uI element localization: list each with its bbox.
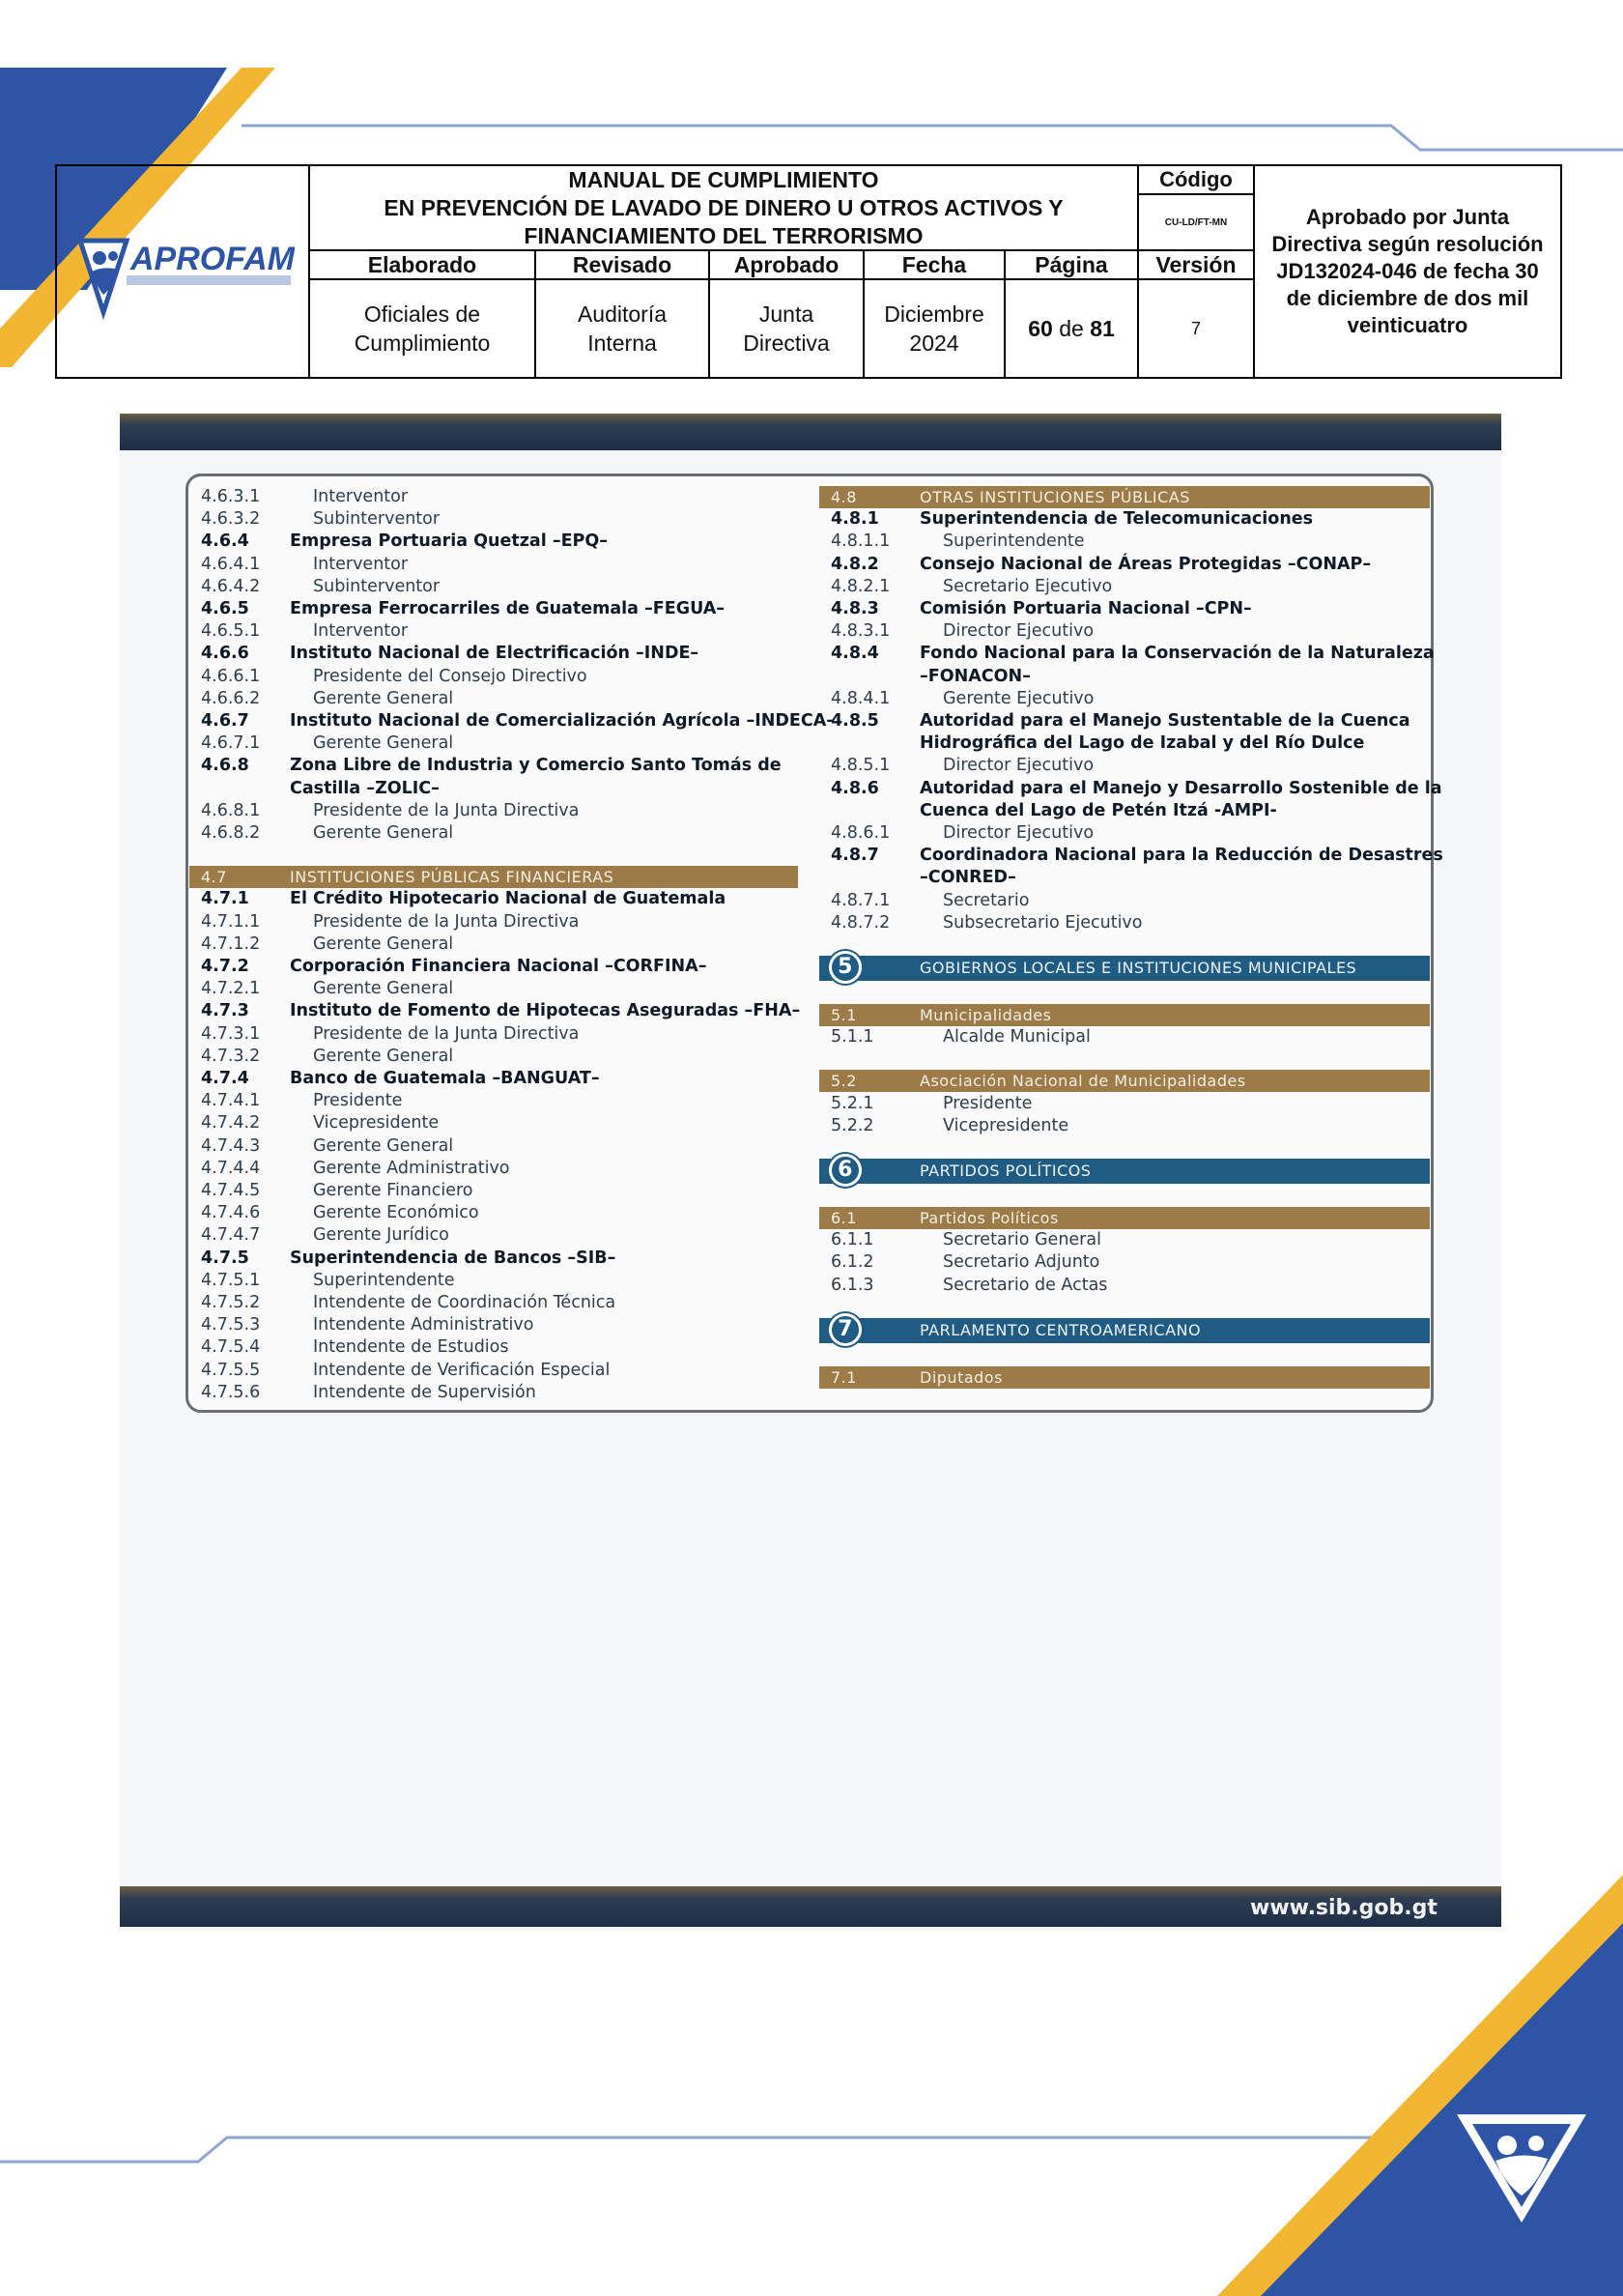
item-number: 4.8.2: [831, 554, 879, 574]
list-item: [819, 845, 1443, 867]
revisado-value: Auditoría Interna: [536, 280, 710, 377]
page-current: 60: [1028, 316, 1053, 341]
list-item: [189, 778, 798, 800]
list-item: [189, 956, 798, 978]
list-item: [819, 755, 1430, 777]
item-number: 4.8.5.1: [831, 756, 891, 776]
item-text: Gerente Ejecutivo: [943, 688, 1095, 708]
codigo-value: CU-LD/FT-MN: [1139, 195, 1255, 251]
aprofam-logo-icon: [71, 223, 295, 320]
item-text: Gerente General: [313, 1046, 454, 1066]
version-label: Versión: [1139, 251, 1255, 280]
list-item: [819, 1275, 1430, 1297]
list-item: [189, 576, 798, 598]
item-text: Asociación Nacional de Municipalidades: [920, 1072, 1246, 1091]
list-item: [189, 1292, 798, 1314]
list-item: [189, 710, 835, 732]
item-text: Secretario General: [943, 1230, 1101, 1250]
list-item: [189, 1270, 798, 1292]
list-item: [189, 1158, 798, 1180]
list-item: [189, 1068, 798, 1090]
item-number: 4.7.4.7: [201, 1225, 261, 1246]
item-number: 4.7.2: [201, 957, 249, 976]
item-number: 4.7.4.3: [201, 1135, 261, 1156]
list-item: [189, 888, 798, 910]
item-number: 4.8.7.1: [831, 890, 891, 910]
list-item: [819, 732, 1430, 755]
item-text: Interventor: [313, 487, 409, 506]
list-item: [189, 1023, 798, 1046]
item-text: Vicepresidente: [943, 1115, 1069, 1135]
list-item: [819, 554, 1430, 576]
document-header-table: [55, 164, 1562, 379]
item-text: –FONACON–: [920, 666, 1031, 686]
item-number: 5.2: [831, 1072, 857, 1091]
item-text: Gerente Financiero: [313, 1181, 473, 1200]
list-item: [189, 1202, 798, 1224]
item-text: Gerente General: [313, 1135, 454, 1156]
item-text: Gerente General: [313, 823, 454, 843]
item-number: 6.1: [831, 1209, 857, 1227]
list-item: [189, 800, 798, 822]
list-item: [189, 1180, 798, 1202]
logo-text: APROFAM: [130, 241, 295, 277]
list-item: [189, 688, 798, 710]
item-text: Empresa Portuaria Quetzal –EPQ–: [290, 531, 608, 552]
item-number: 4.8.6: [831, 778, 879, 798]
list-item: [189, 1360, 798, 1382]
item-number: 4.8.7: [831, 846, 879, 866]
item-number: 4.6.3.1: [201, 487, 261, 506]
list-item: [819, 531, 1430, 553]
item-number: 6.1.3: [831, 1275, 874, 1295]
list-item: [189, 1112, 798, 1134]
item-text: Alcalde Municipal: [943, 1027, 1091, 1048]
item-text: Comisión Portuaria Nacional –CPN–: [920, 599, 1252, 618]
item-number: 4.7.5.3: [201, 1315, 261, 1335]
list-item: [189, 822, 798, 845]
item-text: Presidente de la Junta Directiva: [313, 1023, 580, 1044]
item-number: 4.7.4: [201, 1069, 249, 1088]
fecha-label: Fecha: [865, 251, 1006, 280]
item-number: 4.8.4.1: [831, 688, 891, 708]
item-number: 5.2.2: [831, 1115, 874, 1135]
item-number: 4.6.6.1: [201, 666, 261, 686]
list-item: [189, 1248, 798, 1270]
logo-cell: [57, 166, 310, 377]
item-number: 5.1: [831, 1006, 857, 1024]
item-text: Gerente General: [313, 933, 454, 954]
item-number: 4.6.6: [201, 644, 249, 664]
list-item: [189, 598, 798, 620]
top-band: [120, 414, 1501, 450]
list-item: [189, 1000, 801, 1022]
section-header: [819, 1207, 1430, 1229]
pagina-label: Página: [1006, 251, 1139, 280]
item-text: Intendente de Supervisión: [313, 1382, 536, 1402]
item-number: 4.7.4.2: [201, 1113, 261, 1134]
item-text: Consejo Nacional de Áreas Protegidas –CONAP–: [920, 554, 1372, 574]
title-line-2: EN PREVENCIÓN DE LAVADO DE DINERO U OTROS ACTIVOS Y: [384, 194, 1064, 220]
item-text: Subinterventor: [313, 509, 441, 530]
item-text: Zona Libre de Industria y Comercio Santo Tomás de: [290, 756, 782, 776]
item-number: 4.7.2.1: [201, 979, 261, 999]
item-number: 6.1.1: [831, 1230, 874, 1250]
item-number: 5.2.1: [831, 1093, 874, 1113]
section-number-badge: 6: [829, 1154, 862, 1187]
revisado-label: Revisado: [536, 251, 710, 280]
item-text: OTRAS INSTITUCIONES PÚBLICAS: [920, 488, 1190, 506]
item-text: Banco de Guatemala –BANGUAT–: [290, 1069, 600, 1088]
list-item: [189, 554, 798, 576]
item-text: Superintendencia de Bancos –SIB–: [290, 1248, 616, 1268]
list-item: [819, 912, 1430, 934]
item-number: 4.6.7.1: [201, 733, 261, 754]
item-number: 4.7.5: [201, 1248, 249, 1268]
section-number-badge: 7: [829, 1313, 862, 1346]
item-number: 4.8.3: [831, 599, 879, 618]
item-text: Intendente de Estudios: [313, 1337, 509, 1358]
item-number: 4.6.8.1: [201, 800, 261, 820]
item-text: Presidente: [943, 1093, 1033, 1113]
list-item: [819, 867, 1430, 889]
item-number: 4.7.4.6: [201, 1203, 261, 1223]
item-text: Superintendente: [313, 1270, 455, 1290]
list-item: [189, 1314, 798, 1336]
item-number: 4.8.4: [831, 644, 879, 664]
page-total: 81: [1090, 316, 1115, 341]
item-text: Interventor: [313, 621, 409, 642]
list-item: [819, 1229, 1430, 1251]
item-text: Vicepresidente: [313, 1113, 440, 1134]
list-item: [819, 890, 1430, 912]
item-text: Instituto de Fomento de Hipotecas Aseguradas –FHA–: [290, 1001, 801, 1021]
list-item: [819, 688, 1430, 710]
item-number: 4.7.1.1: [201, 911, 261, 932]
item-text: Presidente de la Junta Directiva: [313, 800, 580, 820]
item-text: Presidente del Consejo Directivo: [313, 666, 587, 686]
item-number: 4.6.4.2: [201, 576, 261, 596]
item-text: Municipalidades: [920, 1006, 1052, 1024]
item-number: 5.1.1: [831, 1027, 874, 1048]
item-number: 4.6.4.1: [201, 554, 261, 574]
section-header: [819, 1318, 1430, 1343]
item-text: Gerente Administrativo: [313, 1158, 510, 1178]
item-number: 4.8.2.1: [831, 576, 891, 596]
list-item: [819, 576, 1430, 598]
item-number: 4.7.4.4: [201, 1158, 261, 1178]
section-header: [189, 866, 798, 888]
list-item: [189, 1046, 798, 1068]
item-number: 4.6.3.2: [201, 509, 261, 530]
section-number-badge: 5: [829, 951, 862, 984]
item-number: 4.6.6.2: [201, 688, 261, 708]
item-text: GOBIERNOS LOCALES E INSTITUCIONES MUNICIPALES: [920, 959, 1357, 977]
item-text: –CONRED–: [920, 868, 1016, 888]
approval-note: Aprobado por Junta Directiva según resolución JD132024-046 de fecha 30 de diciembre de dos mil veinticuatro: [1271, 205, 1544, 337]
elaborado-label: Elaborado: [310, 251, 536, 280]
item-text: El Crédito Hipotecario Nacional de Guatemala: [290, 889, 726, 909]
item-text: Hidrográfica del Lago de Izabal y del Río Dulce: [920, 733, 1365, 754]
title-line-1: MANUAL DE CUMPLIMIENTO: [568, 166, 879, 192]
item-text: Subinterventor: [313, 576, 441, 596]
item-text: Castilla –ZOLIC–: [290, 778, 440, 798]
item-text: Subsecretario Ejecutivo: [943, 912, 1143, 933]
list-item: [189, 1224, 798, 1247]
item-number: 4.7.5.4: [201, 1337, 261, 1358]
list-item: [189, 911, 798, 933]
list-item: [189, 620, 798, 643]
item-number: 4.7.3.1: [201, 1023, 261, 1044]
item-number: 4.8.1.1: [831, 531, 891, 552]
item-number: 4.8.3.1: [831, 621, 891, 642]
version-value: 7: [1139, 280, 1255, 377]
item-number: 4.8.5: [831, 711, 879, 731]
item-text: Gerente Económico: [313, 1203, 479, 1223]
item-number: 4.7.4.1: [201, 1091, 261, 1111]
item-text: Secretario de Actas: [943, 1275, 1108, 1295]
document-title: [310, 166, 1139, 251]
section-header: [819, 1159, 1430, 1184]
section-header: [819, 1366, 1430, 1389]
item-number: 4.7.4.5: [201, 1181, 261, 1200]
aprobado-label: Aprobado: [710, 251, 865, 280]
item-number: 4.7.5.6: [201, 1382, 261, 1402]
list-item: [189, 666, 798, 688]
item-number: 4.6.7: [201, 711, 249, 731]
section-header: [819, 956, 1430, 981]
item-text: Gerente General: [313, 688, 454, 708]
item-text: Autoridad para el Manejo Sustentable de la Cuenca: [920, 711, 1410, 731]
item-number: 4.6.5.1: [201, 621, 261, 642]
item-text: Presidente de la Junta Directiva: [313, 911, 580, 932]
pagina-value: [1006, 280, 1139, 377]
item-text: Director Ejecutivo: [943, 621, 1095, 642]
item-text: Intendente de Coordinación Técnica: [313, 1293, 616, 1312]
item-text: Diputados: [920, 1367, 1003, 1387]
item-text: INSTITUCIONES PÚBLICAS FINANCIERAS: [290, 868, 614, 887]
item-text: Intendente de Verificación Especial: [313, 1360, 611, 1380]
item-number: 4.7.5.2: [201, 1293, 261, 1312]
title-line-3: FINANCIAMIENTO DEL TERRORISMO: [524, 222, 924, 248]
item-number: 4.7.1.2: [201, 933, 261, 954]
section-header: [819, 486, 1430, 508]
list-item: [819, 643, 1435, 665]
item-text: Coordinadora Nacional para la Reducción de Desastres: [920, 846, 1443, 866]
item-text: Gerente General: [313, 733, 454, 754]
list-item: [819, 710, 1430, 732]
item-text: Instituto Nacional de Comercialización Agrícola –INDECA–: [290, 711, 835, 731]
item-text: Superintendente: [943, 531, 1085, 552]
list-item: [819, 1115, 1430, 1137]
elaborado-value: Oficiales de Cumplimiento: [310, 280, 536, 377]
item-number: 4.8: [831, 488, 857, 506]
list-item: [819, 620, 1430, 643]
list-item: [819, 778, 1442, 800]
codigo-label: Código: [1139, 166, 1255, 195]
item-text: Gerente General: [313, 979, 454, 999]
item-number: 4.7.3: [201, 1001, 249, 1021]
item-number: 4.7: [201, 868, 227, 887]
list-item: [189, 643, 798, 665]
item-number: 4.6.5: [201, 599, 249, 618]
item-number: 4.8.1: [831, 509, 879, 530]
item-text: Director Ejecutivo: [943, 823, 1095, 843]
item-text: Gerente Jurídico: [313, 1225, 449, 1246]
item-text: Fondo Nacional para la Conservación de la Naturaleza: [920, 644, 1435, 664]
list-item: [819, 1093, 1430, 1115]
list-item: [189, 933, 798, 956]
item-text: Instituto Nacional de Electrificación –INDE–: [290, 644, 699, 664]
list-item: [189, 1382, 798, 1404]
list-item: [819, 508, 1430, 531]
aprofam-emblem-icon: [1449, 2105, 1594, 2230]
list-item: [819, 666, 1430, 688]
item-text: Presidente: [313, 1091, 403, 1111]
list-item: [189, 978, 798, 1000]
item-text: Partidos Políticos: [920, 1209, 1059, 1227]
item-text: Interventor: [313, 554, 409, 574]
item-text: Director Ejecutivo: [943, 756, 1095, 776]
list-item: [189, 1336, 798, 1359]
list-item: [189, 531, 798, 553]
list-item: [819, 822, 1430, 845]
item-number: 7.1: [831, 1367, 857, 1387]
item-number: 4.7.1: [201, 889, 249, 909]
item-text: Empresa Ferrocarriles de Guatemala –FEGUA–: [290, 599, 726, 618]
item-text: Intendente Administrativo: [313, 1315, 534, 1335]
item-text: Secretario: [943, 890, 1030, 910]
aprobado-value: Junta Directiva: [710, 280, 865, 377]
item-text: PARLAMENTO CENTROAMERICANO: [920, 1320, 1202, 1339]
item-number: 4.6.8.2: [201, 823, 261, 843]
item-number: 4.7.5.5: [201, 1360, 261, 1380]
page-separator: de: [1059, 316, 1084, 341]
item-text: PARTIDOS POLÍTICOS: [920, 1162, 1092, 1180]
item-number: 4.8.7.2: [831, 912, 891, 933]
item-text: Secretario Adjunto: [943, 1252, 1100, 1273]
list-item: [819, 598, 1430, 620]
footer-url: www.sib.gob.gt: [1250, 1896, 1438, 1920]
list-item: [189, 1090, 798, 1112]
list-item: [819, 1026, 1430, 1048]
item-text: Secretario Ejecutivo: [943, 576, 1113, 596]
list-item: [189, 486, 798, 508]
item-number: 6.1.2: [831, 1252, 874, 1273]
fecha-value: Diciembre 2024: [865, 280, 1006, 377]
list-item: [819, 1251, 1430, 1274]
item-text: Autoridad para el Manejo y Desarrollo Sostenible de la: [920, 778, 1442, 798]
item-text: Cuenca del Lago de Petén Itzá -AMPI-: [920, 800, 1277, 820]
item-number: 4.7.3.2: [201, 1046, 261, 1066]
list-item: [189, 1135, 798, 1158]
item-text: Corporación Financiera Nacional –CORFINA–: [290, 957, 707, 976]
item-number: 4.7.5.1: [201, 1270, 261, 1290]
item-number: 4.6.8: [201, 756, 249, 776]
section-header: [819, 1070, 1430, 1092]
item-number: 4.6.4: [201, 531, 249, 552]
list-item: [189, 732, 798, 755]
list-item: [819, 800, 1430, 822]
item-number: 4.8.6.1: [831, 823, 891, 843]
list-item: [189, 508, 798, 531]
section-header: [819, 1004, 1430, 1026]
list-item: [189, 755, 798, 777]
item-text: Superintendencia de Telecomunicaciones: [920, 509, 1314, 530]
